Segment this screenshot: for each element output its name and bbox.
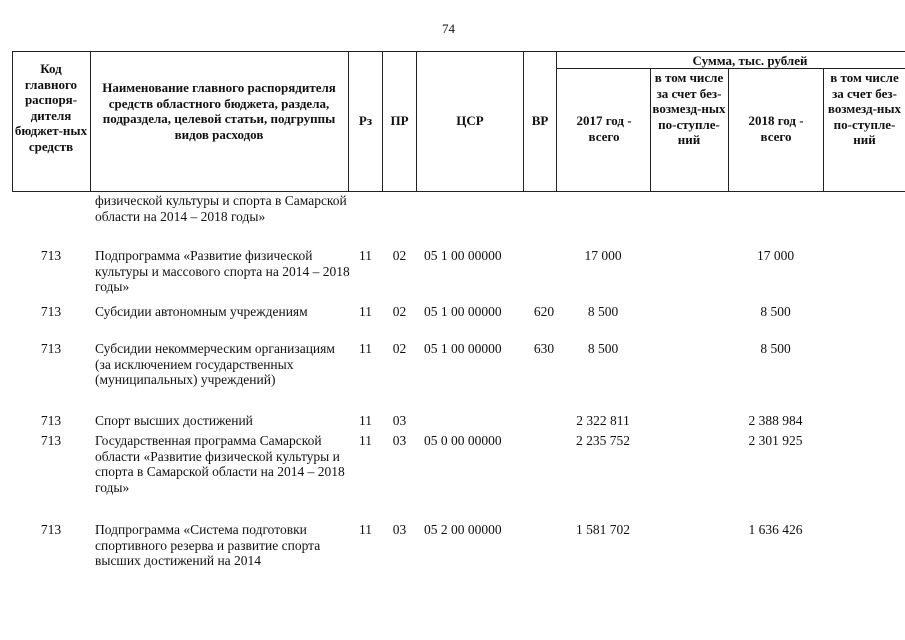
row-name: физической культуры и спорта в Самарской области на 2014 – 2018 годы»: [95, 193, 347, 224]
row-sum-2017: 2 322 811: [576, 413, 630, 428]
row-rz: 11: [359, 248, 372, 263]
row-code: 713: [40, 522, 62, 537]
column-border: [650, 68, 651, 191]
row-name: Подпрограмма «Система подготовки спортивного резерва и развитие спорта высших достижений на 2014: [95, 522, 321, 568]
row-csr: 05 1 00 00000: [424, 248, 502, 263]
header-2018-total: 2018 год - всего: [748, 113, 804, 144]
row-vr: 630: [533, 341, 555, 356]
header-code: Код главного распоря-дителя бюджет-ных средств: [14, 61, 88, 154]
row-sum-2017: 17 000: [584, 248, 622, 263]
row-sum-2017: 1 581 702: [576, 522, 630, 537]
row-pr: 03: [392, 433, 407, 448]
row-csr: 05 0 00 00000: [424, 433, 502, 448]
row-sum-2018: 2 388 984: [748, 413, 803, 428]
header-sum: Сумма, тыс. рублей: [692, 53, 808, 68]
row-code: 713: [40, 413, 62, 428]
row-name: Государственная программа Самарской области «Развитие физической культуры и спорта в Самарской области на 2014 – 2018 годы»: [95, 433, 345, 495]
row-name: Подпрограмма «Развитие физической культуры и массового спорта на 2014 – 2018 годы»: [95, 248, 350, 294]
header-bottom-border: [12, 191, 905, 192]
row-name: Спорт высших достижений: [95, 413, 253, 428]
page-number: 74: [442, 21, 455, 36]
header-2017-incl: в том числе за счет без-возмезд-ных по-ступле-ний: [652, 70, 726, 147]
row-rz: 11: [359, 341, 372, 356]
row-csr: 05 1 00 00000: [424, 304, 502, 319]
row-sum-2018: 17 000: [756, 248, 795, 263]
row-sum-2017: 8 500: [587, 304, 619, 319]
column-border: [12, 51, 13, 191]
row-name: Субсидии автономным учреждениям: [95, 304, 308, 319]
header-top-border: [12, 51, 905, 52]
header-2018-incl: в том числе за счет без-возмезд-ных по-ступле-ний: [827, 70, 902, 147]
column-border: [556, 51, 557, 191]
header-rz: Рз: [358, 113, 373, 128]
row-code: 713: [40, 304, 62, 319]
row-sum-2017: 2 235 752: [576, 433, 630, 448]
row-vr: 620: [533, 304, 555, 319]
row-code: 713: [40, 341, 62, 356]
row-csr: 05 2 00 00000: [424, 522, 502, 537]
row-rz: 11: [359, 522, 372, 537]
header-name: Наименование главного распорядителя средств областного бюджета, раздела, подраздела, целевой статьи, подгруппы видов расходов: [102, 80, 336, 142]
row-csr: 05 1 00 00000: [424, 341, 502, 356]
row-rz: 11: [359, 433, 372, 448]
row-pr: 02: [392, 341, 407, 356]
header-vr: ВР: [531, 113, 549, 128]
row-sum-2017: 8 500: [587, 341, 619, 356]
header-2017-total: 2017 год - всего: [576, 113, 632, 144]
row-code: 713: [40, 248, 62, 263]
row-pr: 03: [392, 522, 407, 537]
row-pr: 02: [392, 248, 407, 263]
row-sum-2018: 2 301 925: [748, 433, 803, 448]
row-sum-2018: 1 636 426: [748, 522, 803, 537]
row-pr: 03: [392, 413, 407, 428]
row-code: 713: [40, 433, 62, 448]
row-rz: 11: [359, 304, 372, 319]
row-sum-2018: 8 500: [760, 304, 791, 319]
header-pr: ПР: [390, 113, 409, 128]
header-csr: ЦСР: [456, 113, 484, 128]
row-pr: 02: [392, 304, 407, 319]
row-name: Субсидии некоммерческим организациям (за исключением государственных (муниципальных) учреждений): [95, 341, 335, 387]
row-rz: 11: [359, 413, 372, 428]
column-border: [728, 68, 729, 191]
column-border: [90, 51, 91, 191]
column-border: [823, 68, 824, 191]
row-sum-2018: 8 500: [760, 341, 791, 356]
